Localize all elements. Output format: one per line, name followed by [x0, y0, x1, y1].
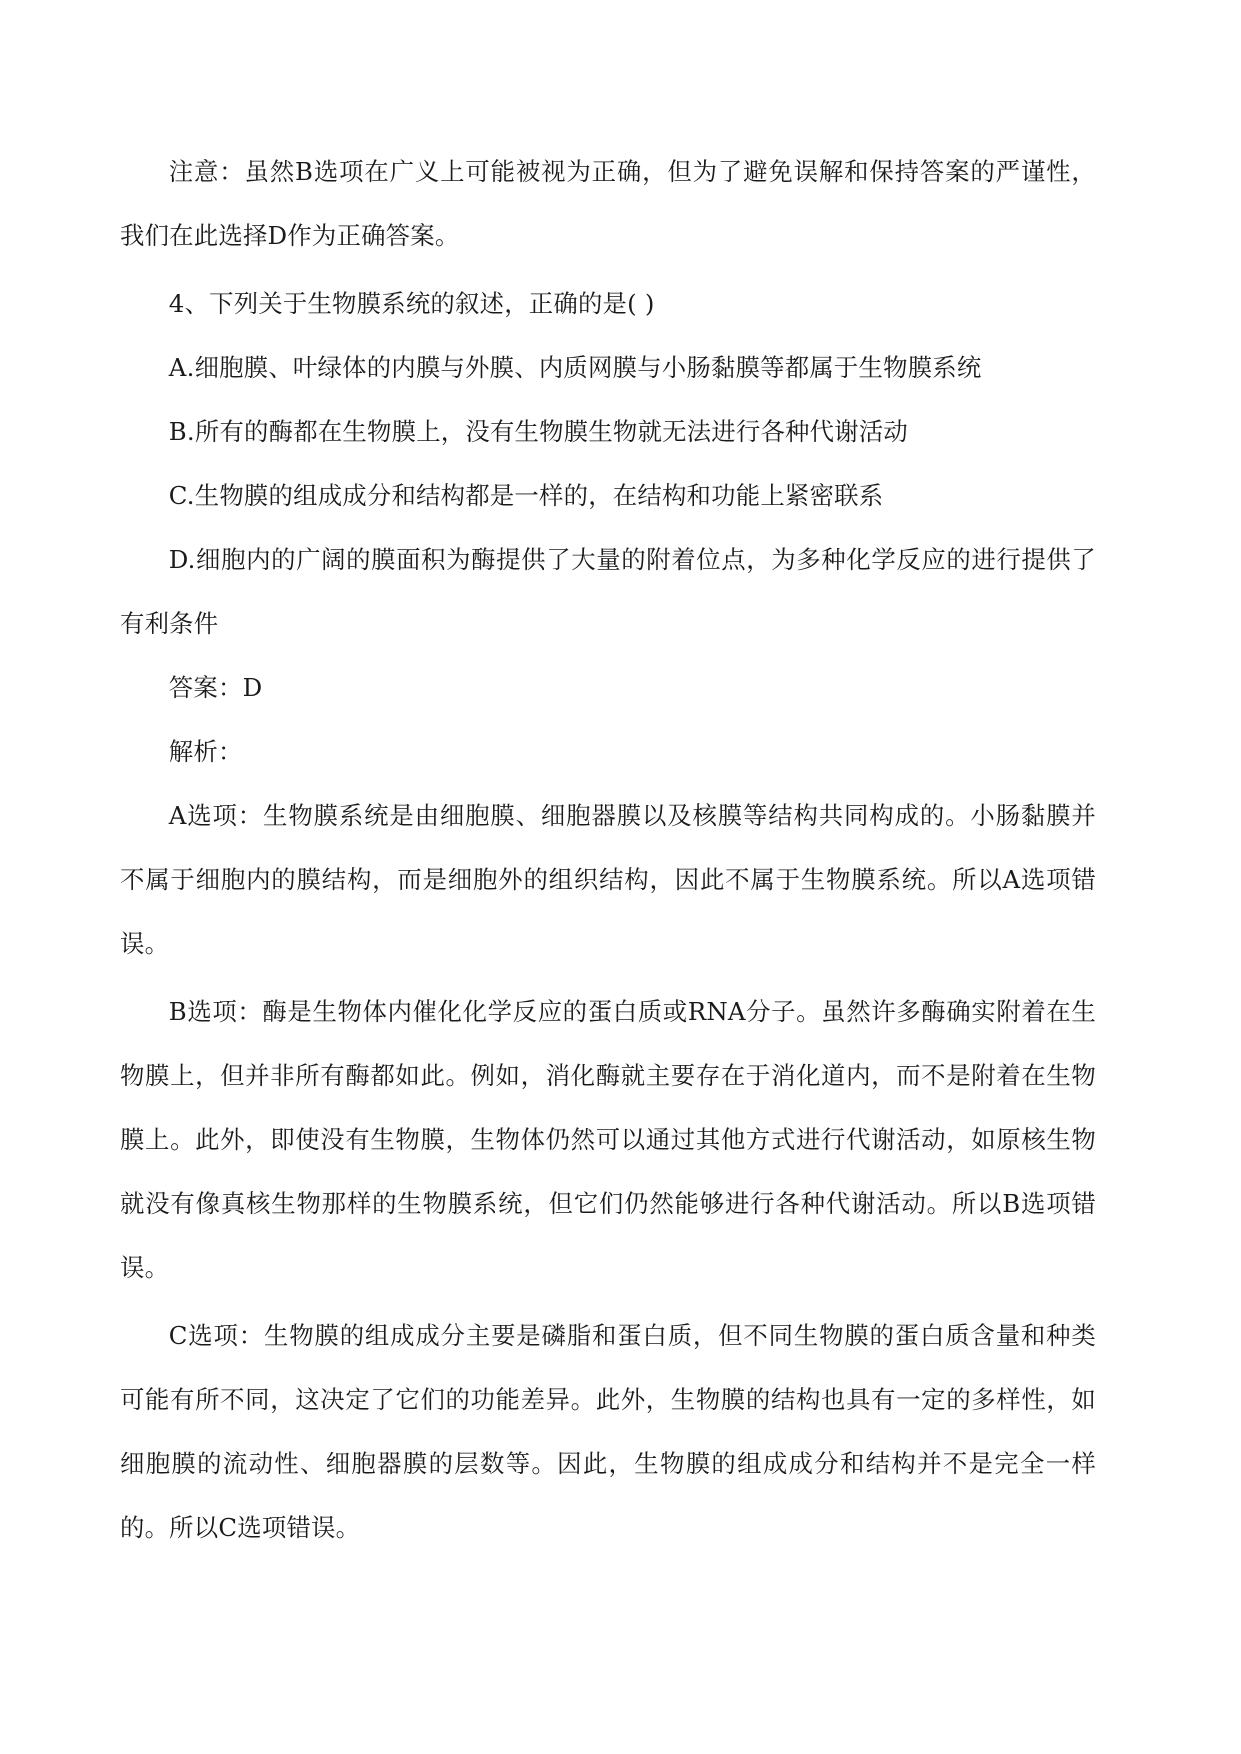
document-body	[120, 140, 1096, 1564]
analysis-label: 解析：	[168, 737, 243, 766]
option-b: B.所有的酶都在生物膜上，没有生物膜生物就无法进行各种代谢活动	[168, 417, 909, 446]
answer-line: 答案：D	[168, 673, 263, 702]
option-d: D.细胞内的广阔的膜面积为酶提供了大量的附着位点，为多种化学反应的进行提供了有利条件	[120, 545, 1096, 638]
option-a: A.细胞膜、叶绿体的内膜与外膜、内质网膜与小肠黏膜等都属于生物膜系统	[168, 353, 982, 382]
option-c: C.生物膜的组成成分和结构都是一样的，在结构和功能上紧密联系	[168, 481, 884, 510]
analysis-option-c: C选项：生物膜的组成成分主要是磷脂和蛋白质，但不同生物膜的蛋白质含量和种类可能有所不同，这决定了它们的功能差异。此外，生物膜的结构也具有一定的多样性，如细胞膜的流动性、细胞器膜的层数等。因此，生物膜的组成成分和结构并不是完全一样的。所以C选项错误。	[120, 1321, 1096, 1542]
question-stem: 4、下列关于生物膜系统的叙述，正确的是( )	[168, 289, 655, 318]
analysis-option-a: A选项：生物膜系统是由细胞膜、细胞器膜以及核膜等结构共同构成的。小肠黏膜并不属于细胞内的膜结构，而是细胞外的组织结构，因此不属于生物膜系统。所以A选项错误。	[120, 801, 1096, 958]
analysis-option-b: B选项：酶是生物体内催化化学反应的蛋白质或RNA分子。虽然许多酶确实附着在生物膜上，但并非所有酶都如此。例如，消化酶就主要存在于消化道内，而不是附着在生物膜上。此外，即使没有生物膜，生物体仍然可以通过其他方式进行代谢活动，如原核生物就没有像真核生物那样的生物膜系统，但它们仍然能够进行各种代谢活动。所以B选项错误。	[120, 997, 1096, 1282]
note-paragraph: 注意：虽然B选项在广义上可能被视为正确，但为了避免误解和保持答案的严谨性，我们在此选择D作为正确答案。	[120, 157, 1096, 250]
